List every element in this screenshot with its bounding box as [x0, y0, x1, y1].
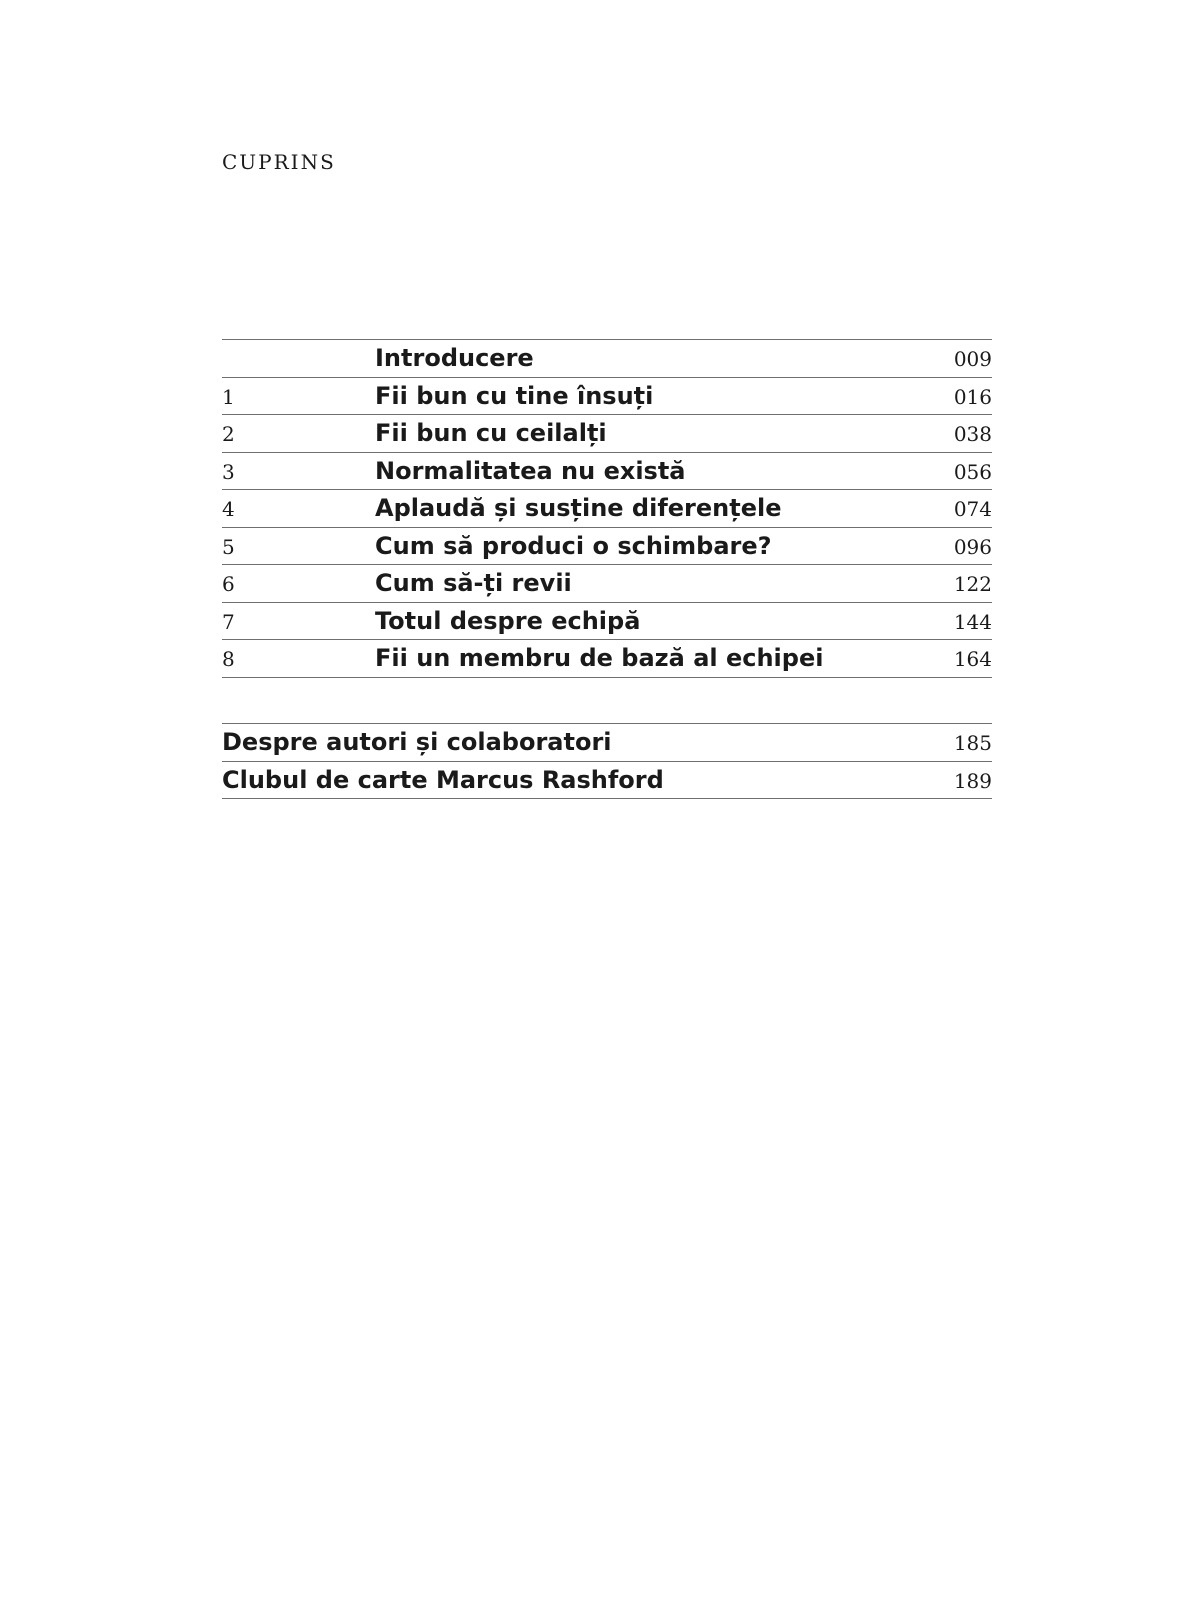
toc-row-chapter-4 [222, 490, 992, 528]
toc-row-introducere [222, 340, 992, 378]
chapter-number: 3 [222, 459, 235, 484]
chapter-number: 6 [222, 572, 235, 596]
page-number: 038 [953, 422, 992, 446]
toc-row-chapter-8 [222, 640, 992, 678]
page-number: 074 [953, 497, 992, 521]
chapter-title: Cum să produci o schimbare? [375, 531, 772, 560]
toc-row-despre-autori [222, 724, 992, 762]
chapter-number: 4 [222, 497, 235, 521]
page-number: 185 [953, 731, 992, 755]
section-title: Despre autori și colaboratori [222, 728, 612, 756]
page-number: 144 [953, 609, 992, 634]
page-number: 096 [953, 534, 992, 559]
chapter-title: Normalitatea nu există [375, 456, 686, 485]
chapter-title: Fii un membru de bază al echipei [375, 644, 824, 672]
chapter-number: 8 [222, 647, 235, 671]
chapter-number: 2 [222, 422, 235, 446]
toc-row-chapter-7 [222, 603, 992, 641]
toc-row-chapter-6 [222, 565, 992, 603]
page-number: 056 [953, 459, 992, 484]
section-title: Clubul de carte Marcus Rashford [222, 765, 664, 794]
toc-row-chapter-2 [222, 415, 992, 453]
chapter-title: Totul despre echipă [375, 606, 641, 635]
toc-row-chapter-5 [222, 528, 992, 566]
chapter-number: 1 [222, 384, 235, 409]
toc-row-chapter-1 [222, 378, 992, 416]
page-number: 122 [953, 572, 992, 596]
chapter-title: Fii bun cu ceilalți [375, 419, 607, 447]
page-title: CUPRINS [222, 150, 336, 174]
toc-row-clubul-de-carte [222, 762, 992, 800]
page-number: 009 [953, 347, 992, 371]
page-number: 016 [953, 384, 992, 409]
page-number: 189 [953, 768, 992, 793]
chapter-list [222, 339, 992, 678]
chapter-title: Fii bun cu tine însuți [375, 381, 654, 410]
chapter-title: Introducere [375, 344, 534, 372]
toc-row-chapter-3 [222, 453, 992, 491]
back-matter-list [222, 723, 992, 799]
chapter-number: 7 [222, 609, 235, 634]
page-number: 164 [953, 647, 992, 671]
chapter-title: Aplaudă și susține diferențele [375, 494, 782, 522]
chapter-number: 5 [222, 534, 235, 559]
chapter-title: Cum să-ți revii [375, 569, 572, 597]
